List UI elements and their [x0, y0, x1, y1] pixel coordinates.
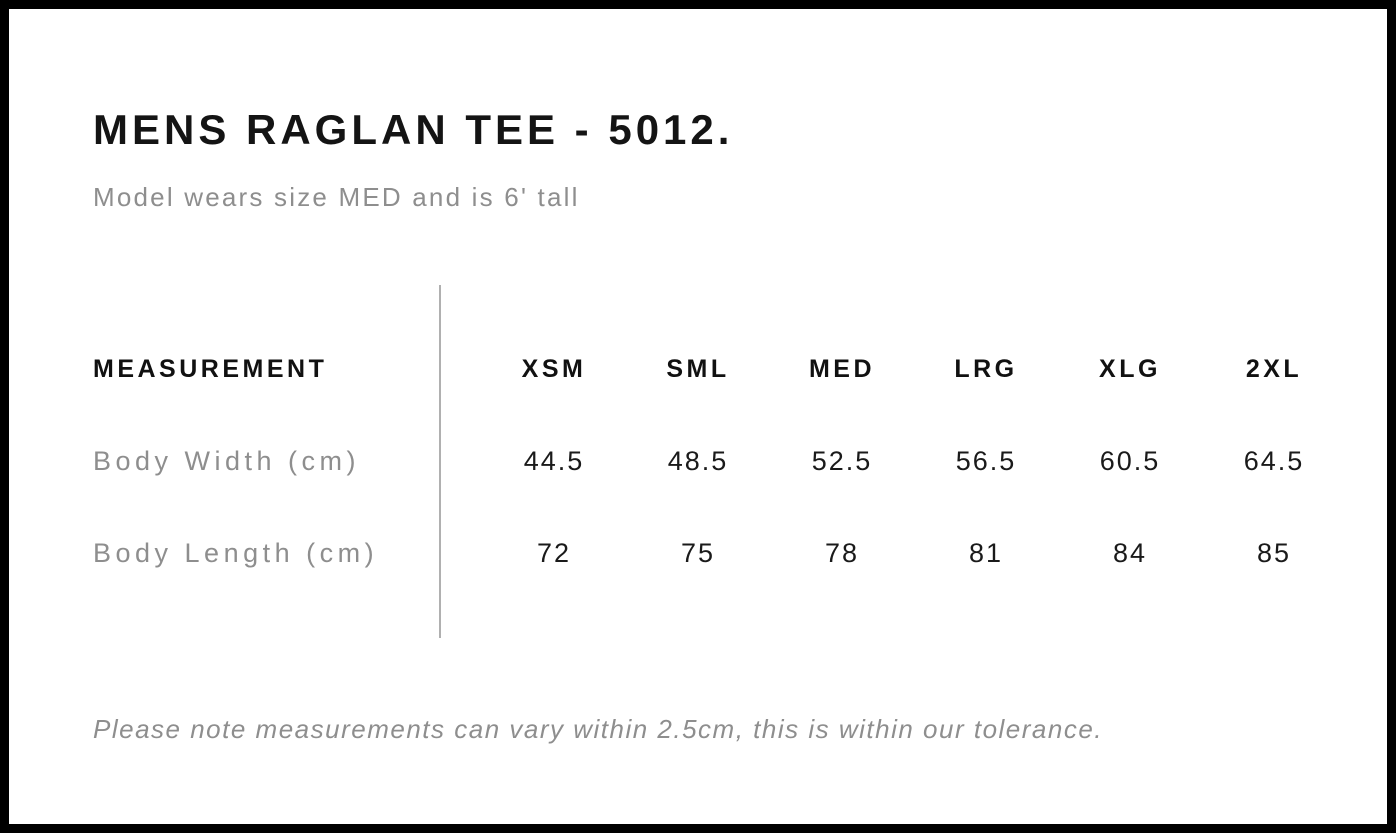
- body-length-2xl-value: 85: [1256, 537, 1292, 568]
- column-header-xsm: XSM: [521, 354, 587, 383]
- body-length-xlg-value: 84: [1112, 537, 1148, 568]
- body-width-xsm-value: 44.5: [523, 445, 585, 476]
- body-width-xlg-value: 60.5: [1099, 445, 1161, 476]
- body-width-2xl-value: 64.5: [1243, 445, 1305, 476]
- body-length-xsm-value: 72: [536, 537, 572, 568]
- column-header-2xl: 2XL: [1245, 354, 1303, 383]
- body-width-sml-value: 48.5: [667, 445, 729, 476]
- tolerance-note: Please note measurements can vary within 2.5cm, this is within our tolerance.: [93, 714, 1104, 744]
- column-header-sml: SML: [666, 354, 730, 383]
- body-length-sml-value: 75: [680, 537, 716, 568]
- column-header-measurement: MEASUREMENT: [93, 354, 328, 383]
- column-header-med: MED: [808, 354, 876, 383]
- body-length-med-value: 78: [824, 537, 860, 568]
- size-chart-table: [93, 323, 1346, 599]
- body-length-lrg-value: 81: [968, 537, 1004, 568]
- body-width-med-value: 52.5: [811, 445, 873, 476]
- row-label-body-length: Body Length (cm): [93, 537, 379, 568]
- body-width-lrg-value: 56.5: [955, 445, 1017, 476]
- row-label-body-width: Body Width (cm): [93, 445, 361, 476]
- model-size-subtitle: Model wears size MED and is 6' tall: [93, 182, 580, 212]
- page-title: MENS RAGLAN TEE - 5012.: [93, 106, 734, 153]
- column-header-xlg: XLG: [1099, 354, 1161, 383]
- column-header-lrg: LRG: [954, 354, 1018, 383]
